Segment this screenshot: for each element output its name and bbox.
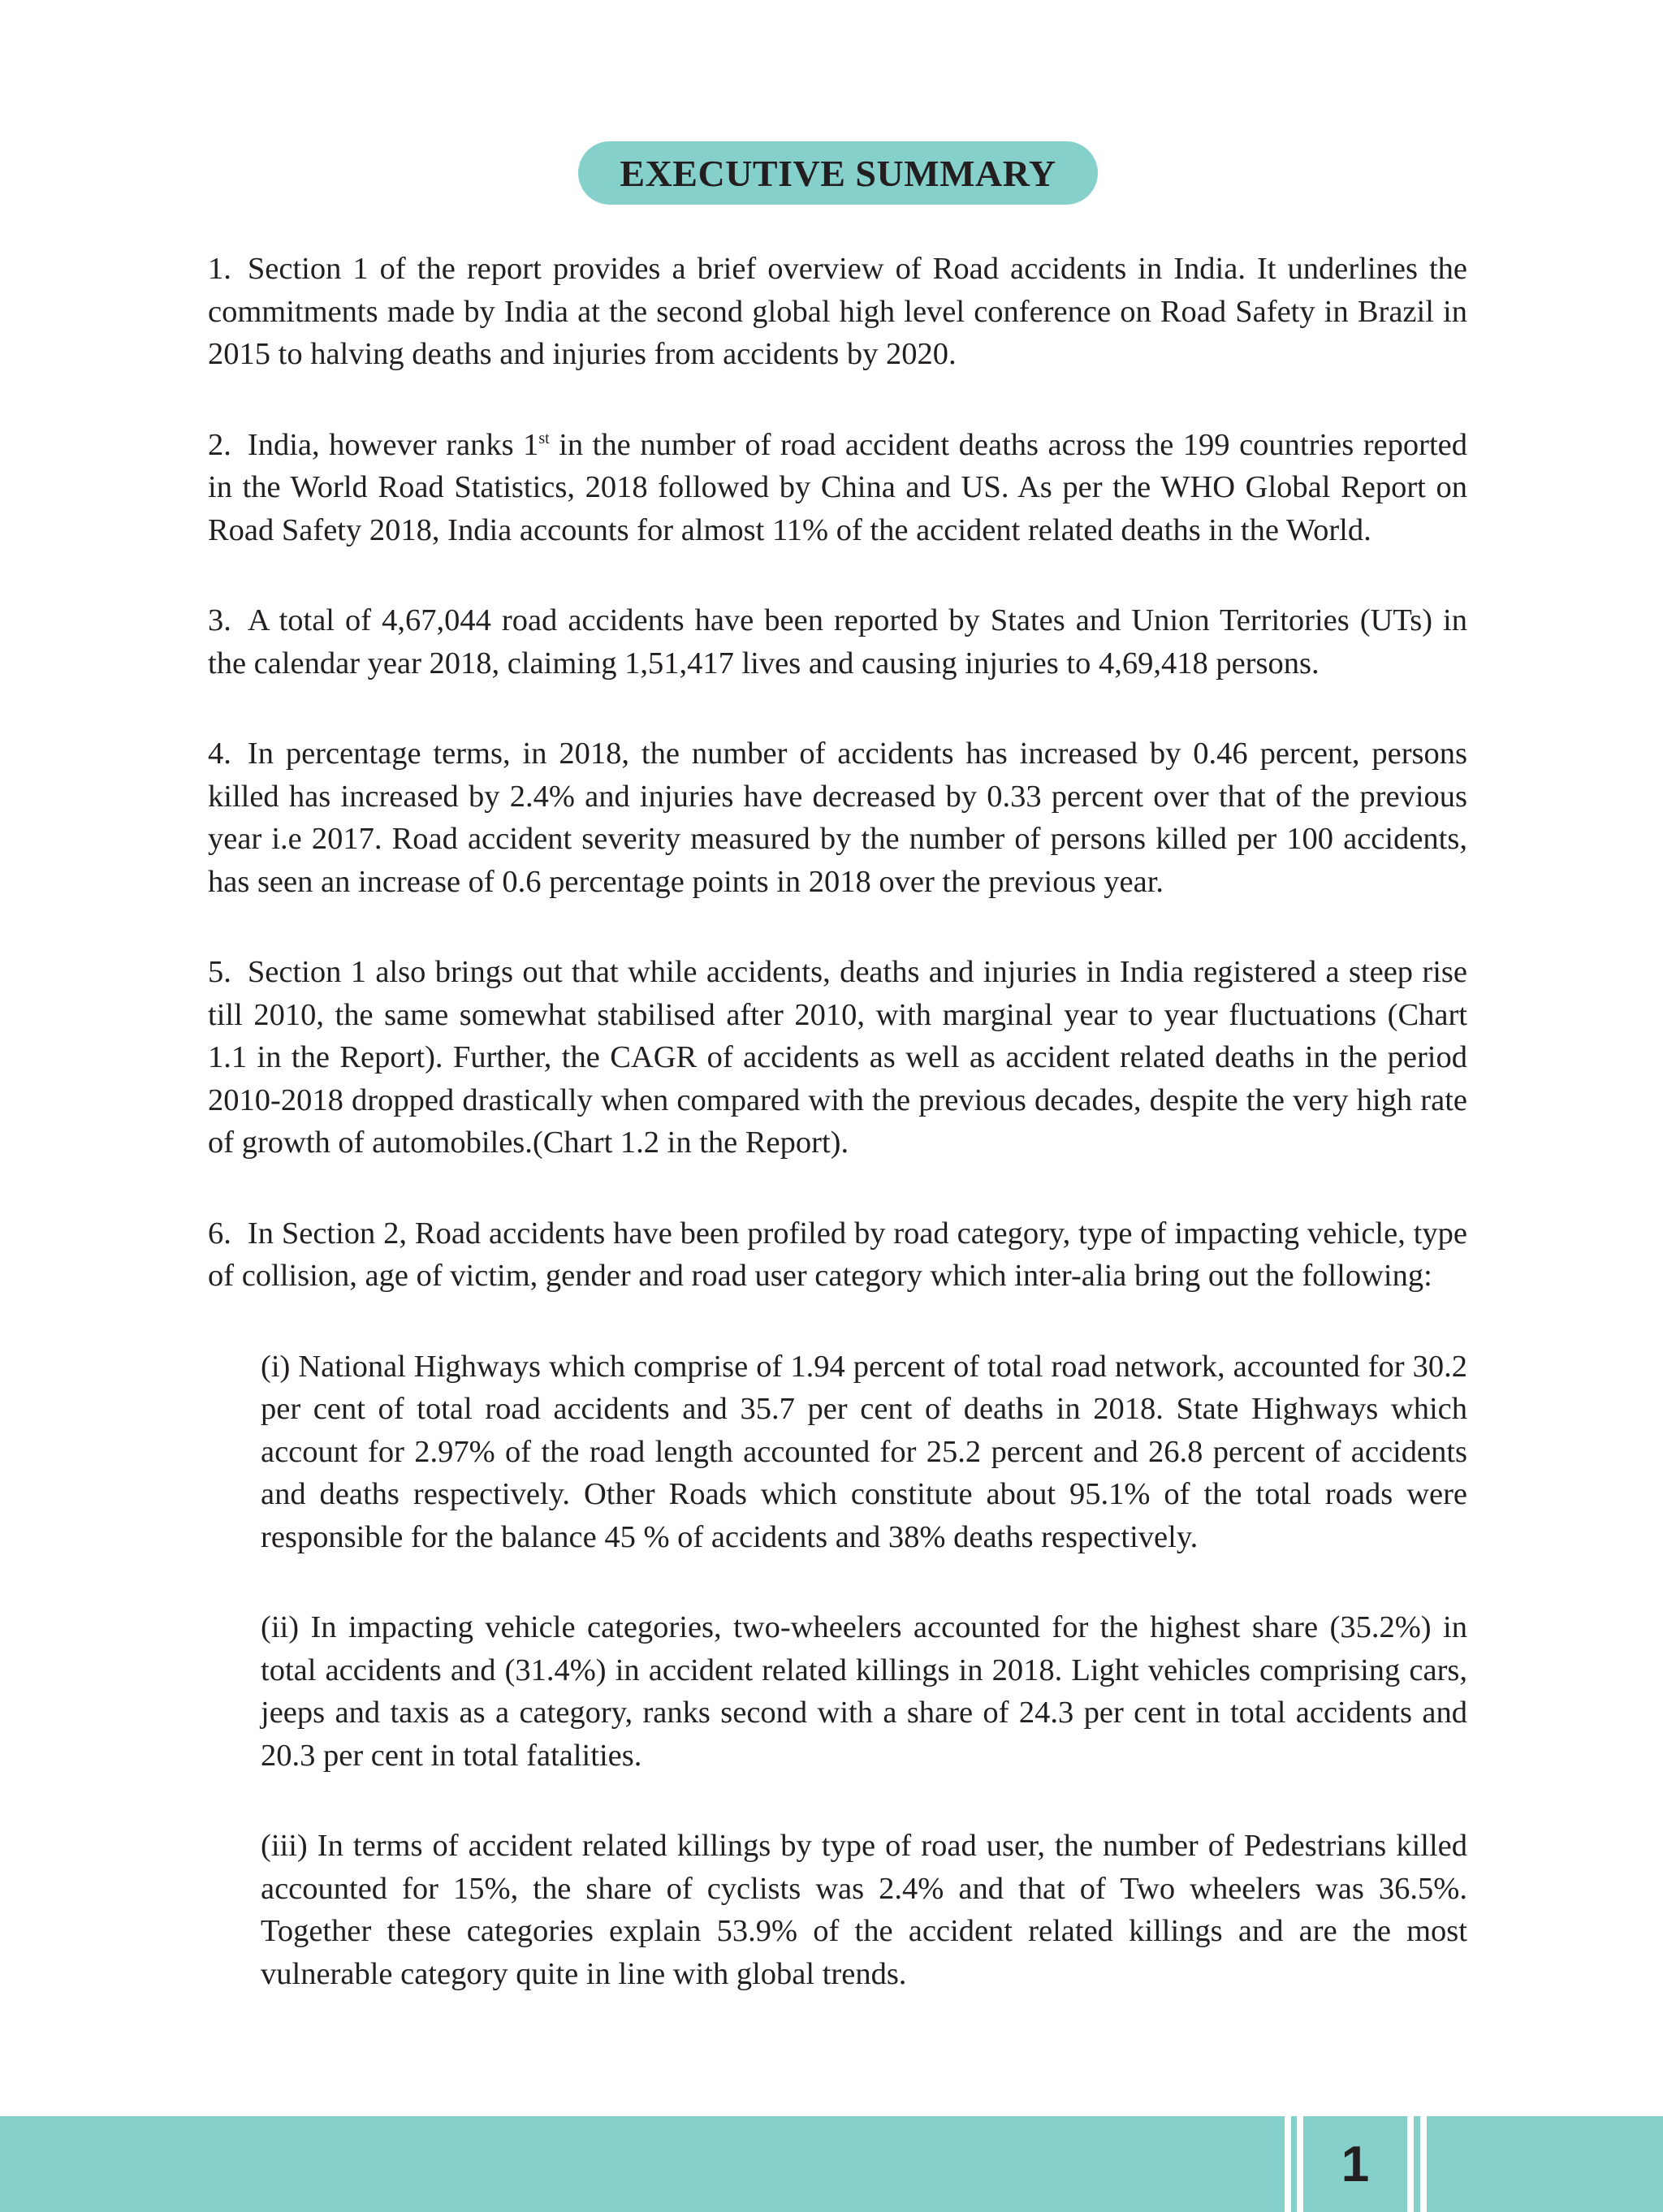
paragraph-text: Section 1 also brings out that while accidents, deaths and injuries in India registered a steep rise till 2010, the same somewhat stabilised after 2010, with marginal year to year fluctuations (Chart 1.1 in the Report). Further, the CAGR of accidents as well as accident related deaths in the period 2010-2018 dropped drastically when compared with the previous decades, despite the very high rate of growth of automobiles.(Chart 1.2 in the Report). [208,955,1467,1160]
paragraph-6 [208,1212,1467,1298]
paragraph-3 [208,599,1467,685]
paragraph-text: India, however ranks 1 [247,427,539,462]
section-title: EXECUTIVE SUMMARY [578,141,1098,205]
paragraph-number: 5. [208,955,231,989]
sub-item-i: (i) National Highways which comprise of 1.94 percent of total road network, accounted for 30.2 per cent of total road accidents and 35.7 per cent of deaths in 2018. State Highways which account for 2.97% of the road length accounted for 25.2 percent and 26.8 percent of accidents and deaths respectively. Other Roads which constitute about 95.1% of the total roads were responsible for the balance 45 % of accidents and 38% deaths respectively. [261,1349,1467,1554]
paragraph-1 [208,248,1467,376]
paragraph-number: 1. [208,252,231,286]
footer-divider-left-outer [1285,2116,1291,2212]
paragraph-text: In percentage terms, in 2018, the number of accidents has increased by 0.46 percent, persons killed has increased by 2.4% and injuries have decreased by 0.33 percent over that of the previous year i.e 2017. Road accident severity measured by the number of persons killed per 100 accidents, has seen an increase of 0.6 percentage points in 2018 over the previous year. [208,737,1467,899]
sub-item-ii: (ii) In impacting vehicle categories, two-wheelers accounted for the highest share (35.2%) in total accidents and (31.4%) in accident related killings in 2018. Light vehicles comprising cars, jeeps and taxis as a category, ranks second with a share of 24.3 per cent in total accidents and 20.3 per cent in total fatalities. [261,1610,1467,1773]
summary-content [208,248,1467,2043]
paragraph-text: Section 1 of the report provides a brief overview of Road accidents in India. It underlines the commitments made by India at the second global high level conference on Road Safety in Brazil in 2015 to halving deaths and injuries from accidents by 2020. [208,252,1467,371]
footer-divider-left-inner [1297,2116,1303,2212]
paragraph-text: In Section 2, Road accidents have been profiled by road category, type of impacting vehicle, type of collision, age of victim, gender and road user category which inter-alia bring out the following: [208,1216,1467,1293]
paragraph-number: 2. [208,427,231,462]
paragraph-number: 6. [208,1216,231,1251]
footer-divider-right-inner [1407,2116,1414,2212]
paragraph-5 [208,951,1467,1164]
paragraph-text: in the number of road accident deaths across the 199 countries reported in the World Road Statistics, 2018 followed by China and US. As per the WHO Global Report on Road Safety 2018, India accounts for almost 11% of the accident related deaths in the World. [208,427,1467,547]
sub-item-iii: (iii) In terms of accident related killings by type of road user, the number of Pedestrians killed accounted for 15%, the share of cyclists was 2.4% and that of Two wheelers was 36.5%. Together these categories explain 53.9% of the accident related killings and are the most vulnerable category quite in line with global trends. [261,1829,1467,1991]
paragraph-number: 4. [208,737,231,771]
paragraph-number: 3. [208,603,231,637]
paragraph-2 [208,424,1467,552]
paragraph-4 [208,732,1467,903]
footer-divider-right-outer [1420,2116,1427,2212]
ordinal-suffix: st [538,429,550,447]
paragraph-text: A total of 4,67,044 road accidents have been reported by States and Union Territories (UTs) in the calendar year 2018, claiming 1,51,417 lives and causing injuries to 4,69,418 persons. [208,603,1467,680]
page-number: 1 [1308,2116,1402,2212]
